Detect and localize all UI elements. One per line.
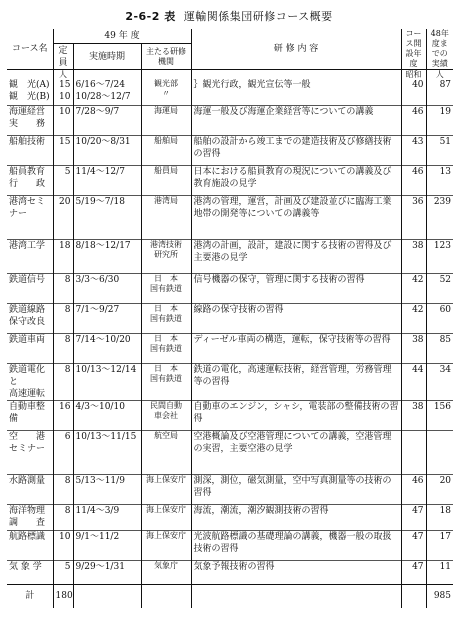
content-cell: 自動車のエンジン，シャシ，電装部の整備技術の習得 [191, 400, 401, 430]
year-opened-cell [401, 430, 426, 474]
cumulative-cell: 85 [426, 333, 453, 363]
header-agency: 主たる研修機関 [141, 44, 191, 70]
content-cell: 海流，潮流，潮汐観測技術の習得 [191, 504, 401, 530]
total-persons: 180 [53, 584, 73, 608]
content-cell: 鉄道の電化，高速運転技術，経営管理，労務管理等の習得 [191, 363, 401, 400]
content-cell: 光波航路標識の基礎理論の講義，機器一般の取扱技術の習得 [191, 530, 401, 560]
period-cell: 6/16〜7/24 10/28〜12/7 [73, 79, 141, 105]
header-course-name: コース名 [7, 29, 53, 70]
cumulative-cell: 18 [426, 504, 453, 530]
persons-cell: 8 [53, 333, 73, 363]
persons-cell: 8 [53, 474, 73, 504]
cumulative-cell: 87 [426, 79, 453, 105]
persons-cell: 15 [53, 135, 73, 165]
content-cell: 港湾の管理，運営，計画及び建設並びに臨海工業地帯の開発等についての講義等 [191, 195, 401, 239]
cumulative-cell: 51 [426, 135, 453, 165]
persons-cell: 15 10 [53, 79, 73, 105]
year-opened-cell: 46 [401, 165, 426, 195]
course-name-cell: 鉄道電化と 高速運転 [7, 363, 53, 400]
table-row [7, 474, 453, 504]
persons-cell: 18 [53, 239, 73, 273]
year-opened-cell: 43 [401, 135, 426, 165]
cumulative-cell: 19 [426, 105, 453, 135]
period-cell: 10/13〜12/14 [73, 363, 141, 400]
table-title [0, 8, 458, 24]
table-row [7, 105, 453, 135]
cumulative-cell: 156 [426, 400, 453, 430]
year-opened-cell: 47 [401, 560, 426, 584]
year-opened-cell: 42 [401, 273, 426, 303]
persons-cell: 8 [53, 363, 73, 400]
cumulative-cell: 60 [426, 303, 453, 333]
table-row [7, 430, 453, 474]
table-row [7, 195, 453, 239]
table-row [7, 363, 453, 400]
persons-cell: 6 [53, 430, 73, 474]
header-content: 研 修 内 容 [191, 29, 401, 70]
course-name-cell: 港湾工学 [7, 239, 53, 273]
content-cell: 信号機器の保守，管理に関する技術の習得 [191, 273, 401, 303]
cumulative-cell: 123 [426, 239, 453, 273]
period-cell: 9/1〜11/2 [73, 530, 141, 560]
year-opened-cell: 42 [401, 303, 426, 333]
content-cell: 船舶の設計から竣工までの建造技術及び修繕技術の習得 [191, 135, 401, 165]
year-opened-cell: 44 [401, 363, 426, 400]
course-name-cell: 空 港 セミナー [7, 430, 53, 474]
unit-cumulative: 人 [426, 70, 453, 80]
header-year-opened: コース開設年度 [401, 29, 426, 70]
table-row [7, 165, 453, 195]
agency-cell: 日 本 国有鉄道 [141, 303, 191, 333]
persons-cell: 8 [53, 504, 73, 530]
content-cell: 気象予報技術の習得 [191, 560, 401, 584]
total-label: 計 [7, 584, 53, 608]
course-name-cell: 航路標識 [7, 530, 53, 560]
period-cell: 5/19〜7/18 [73, 195, 141, 239]
agency-cell: 船舶局 [141, 135, 191, 165]
cumulative-cell: 34 [426, 363, 453, 400]
persons-cell: 8 [53, 273, 73, 303]
period-cell: 10/20〜8/31 [73, 135, 141, 165]
course-table [7, 29, 453, 608]
period-cell: 7/1〜9/27 [73, 303, 141, 333]
period-cell: 3/3〜6/30 [73, 273, 141, 303]
table-row [7, 135, 453, 165]
course-name-cell: 船員教育 行 政 [7, 165, 53, 195]
persons-cell: 10 [53, 530, 73, 560]
table-row [7, 79, 453, 105]
persons-cell: 8 [53, 303, 73, 333]
year-opened-cell: 47 [401, 504, 426, 530]
course-name-cell: 鉄道信号 [7, 273, 53, 303]
content-cell: 海運一般及び海運企業経営等についての講義 [191, 105, 401, 135]
agency-cell: 日 本 国有鉄道 [141, 363, 191, 400]
agency-cell: 港湾技術 研究所 [141, 239, 191, 273]
course-name-cell: 海運経営 実 務 [7, 105, 53, 135]
content-cell: 空港概論及び空港管理についての講義，空港管理の実習，主要空港の見学 [191, 430, 401, 474]
year-opened-cell: 38 [401, 239, 426, 273]
agency-cell: 海上保安庁 [141, 474, 191, 504]
year-opened-cell: 46 [401, 474, 426, 504]
agency-cell: 航空局 [141, 430, 191, 474]
table-number: 2-6-2 表 [125, 10, 176, 23]
agency-cell: 海上保安庁 [141, 504, 191, 530]
course-name-cell: 港湾セミ ナー [7, 195, 53, 239]
agency-cell: 民間自動 車会社 [141, 400, 191, 430]
course-name-cell: 自動車整備 [7, 400, 53, 430]
period-cell: 8/18〜12/17 [73, 239, 141, 273]
table-row [7, 504, 453, 530]
unit-persons: 人 [53, 70, 73, 80]
year-opened-cell: 40 [401, 79, 426, 105]
content-cell: ｝観光行政，観光宣伝等一般 [191, 79, 401, 105]
course-name-cell: 観 光(A) 観 光(B) [9, 80, 50, 102]
header-period: 実施時期 [73, 44, 141, 70]
table-row [7, 333, 453, 363]
content-cell: 線路の保守技術の習得 [191, 303, 401, 333]
agency-cell: 船員局 [141, 165, 191, 195]
cumulative-cell: 11 [426, 560, 453, 584]
header-cumulative: 48年度までの実績 [426, 29, 453, 70]
period-cell: 11/4〜12/7 [73, 165, 141, 195]
course-name-cell: 気 象 学 [7, 560, 53, 584]
period-cell: 11/4〜3/9 [73, 504, 141, 530]
period-cell: 7/14〜10/20 [73, 333, 141, 363]
agency-cell: 港湾局 [141, 195, 191, 239]
persons-cell: 5 [53, 165, 73, 195]
cumulative-cell: 52 [426, 273, 453, 303]
persons-cell: 10 [53, 105, 73, 135]
content-cell: 測深，測位，磁気測量，空中写真測量等の技術の習得 [191, 474, 401, 504]
period-cell: 5/13〜11/9 [73, 474, 141, 504]
cumulative-cell: 239 [426, 195, 453, 239]
content-cell: ディーゼル車両の構造，運転，保守技術等の習得 [191, 333, 401, 363]
agency-cell: 日 本 国有鉄道 [141, 273, 191, 303]
header-fy49: 49 年 度 [53, 29, 191, 44]
year-opened-cell: 38 [401, 333, 426, 363]
course-name-cell: 船舶技術 [7, 135, 53, 165]
table-body [7, 70, 453, 585]
table-row [7, 530, 453, 560]
content-cell: 港湾の計画，設計，建設に関する技術の習得及び主要港の見学 [191, 239, 401, 273]
table-row [7, 273, 453, 303]
cumulative-cell: 17 [426, 530, 453, 560]
year-opened-cell: 36 [401, 195, 426, 239]
period-cell: 4/3〜10/10 [73, 400, 141, 430]
course-name-cell: 鉄道線路 保守改良 [7, 303, 53, 333]
course-name-cell: 鉄道車両 [7, 333, 53, 363]
agency-cell: 観光部 〃 [141, 79, 191, 105]
total-cumulative: 985 [426, 584, 453, 608]
table-row [7, 400, 453, 430]
agency-cell: 気象庁 [141, 560, 191, 584]
unit-year: 昭和 [401, 70, 426, 80]
period-cell: 10/13〜11/15 [73, 430, 141, 474]
persons-cell: 5 [53, 560, 73, 584]
content-cell: 日本における船員教育の現況についての講義及び教育施設の見学 [191, 165, 401, 195]
persons-cell: 20 [53, 195, 73, 239]
header-persons: 定員 [53, 44, 73, 70]
persons-cell: 16 [53, 400, 73, 430]
table-row [7, 560, 453, 584]
cumulative-cell: 13 [426, 165, 453, 195]
table-row [7, 239, 453, 273]
table-caption: 運輸関係集団研修コース概要 [183, 10, 333, 23]
period-cell: 9/29〜1/31 [73, 560, 141, 584]
agency-cell: 日 本 国有鉄道 [141, 333, 191, 363]
cumulative-cell [426, 430, 453, 474]
course-name-cell: 水路測量 [7, 474, 53, 504]
cumulative-cell: 20 [426, 474, 453, 504]
agency-cell: 海上保安庁 [141, 530, 191, 560]
year-opened-cell: 38 [401, 400, 426, 430]
agency-cell: 海運局 [141, 105, 191, 135]
year-opened-cell: 47 [401, 530, 426, 560]
year-opened-cell: 46 [401, 105, 426, 135]
course-name-cell: 海洋物理 調 査 [7, 504, 53, 530]
table-row [7, 303, 453, 333]
period-cell: 7/28〜9/7 [73, 105, 141, 135]
